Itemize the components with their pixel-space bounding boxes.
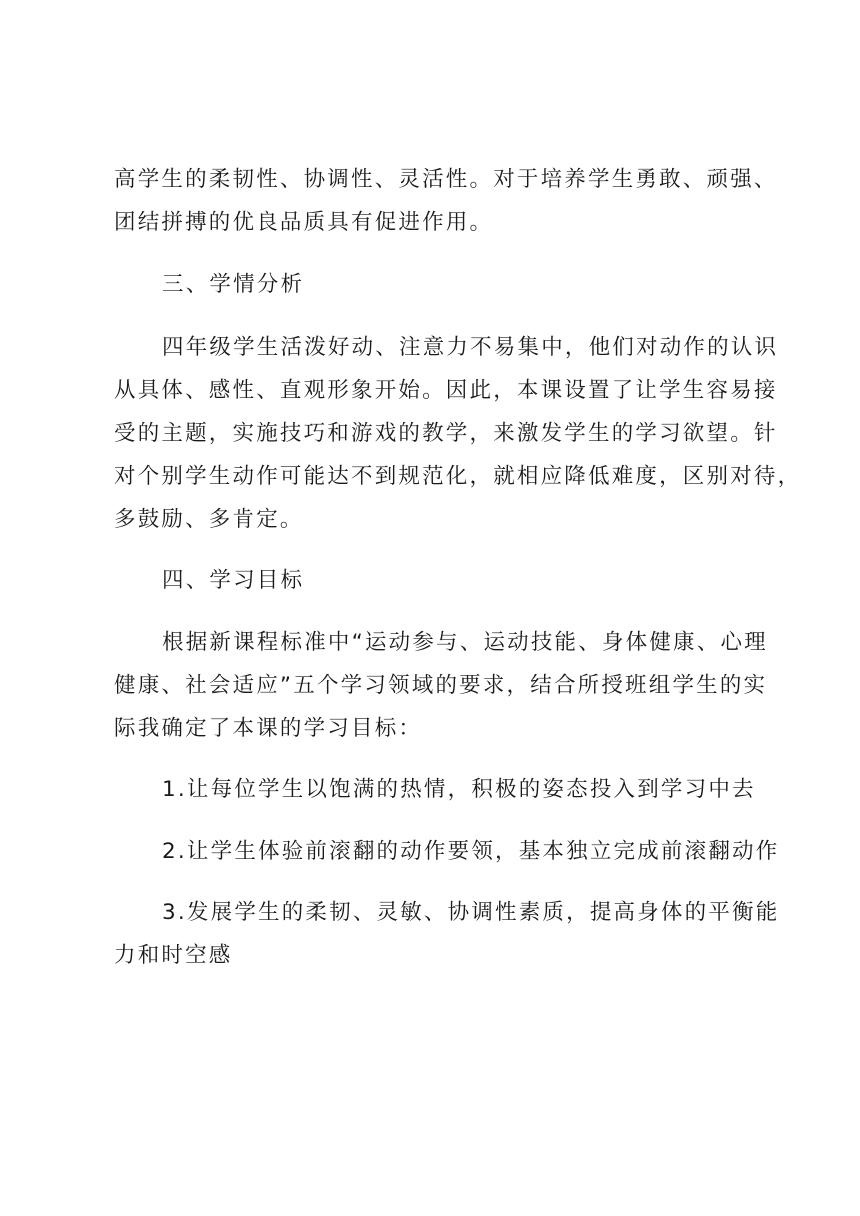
section-heading: 四、学习目标 [162, 568, 305, 593]
goal-item: 2.让学生体验前滚翻的动作要领，基本独立完成前滚翻动作 [162, 839, 780, 864]
body-text-line: 从具体、感性、直观形象开始。因此，本课设置了让学生容易接 [114, 378, 778, 403]
body-text-line: 际我确定了本课的学习目标： [114, 716, 423, 741]
goal-item: 3.发展学生的柔韧、灵敏、协调性素质，提高身体的平衡能 [162, 900, 780, 925]
goal-item: 1.让每位学生以饱满的热情，积极的姿态投入到学习中去 [162, 777, 756, 802]
section-heading: 三、学情分析 [162, 272, 305, 297]
body-text-line: 健康、社会适应”五个学习领域的要求，结合所授班组学生的实 [114, 673, 768, 698]
body-text-line: 根据新课程标准中“运动参与、运动技能、身体健康、心理 [162, 630, 768, 655]
goal-item-continued: 力和时空感 [114, 943, 233, 968]
body-text-line: 受的主题，实施技巧和游戏的教学，来激发学生的学习欲望。针 [114, 421, 778, 446]
body-text-line: 多鼓励、多肯定。 [114, 507, 304, 532]
body-text-line: 高学生的柔韧性、协调性、灵活性。对于培养学生勇敢、顽强、 [114, 167, 778, 192]
body-text-line: 对个别学生动作可能达不到规范化，就相应降低难度，区别对待， [114, 464, 802, 489]
body-text-line: 团结拼搏的优良品质具有促进作用。 [114, 210, 494, 235]
body-text-line: 四年级学生活泼好动、注意力不易集中，他们对动作的认识 [162, 335, 779, 360]
